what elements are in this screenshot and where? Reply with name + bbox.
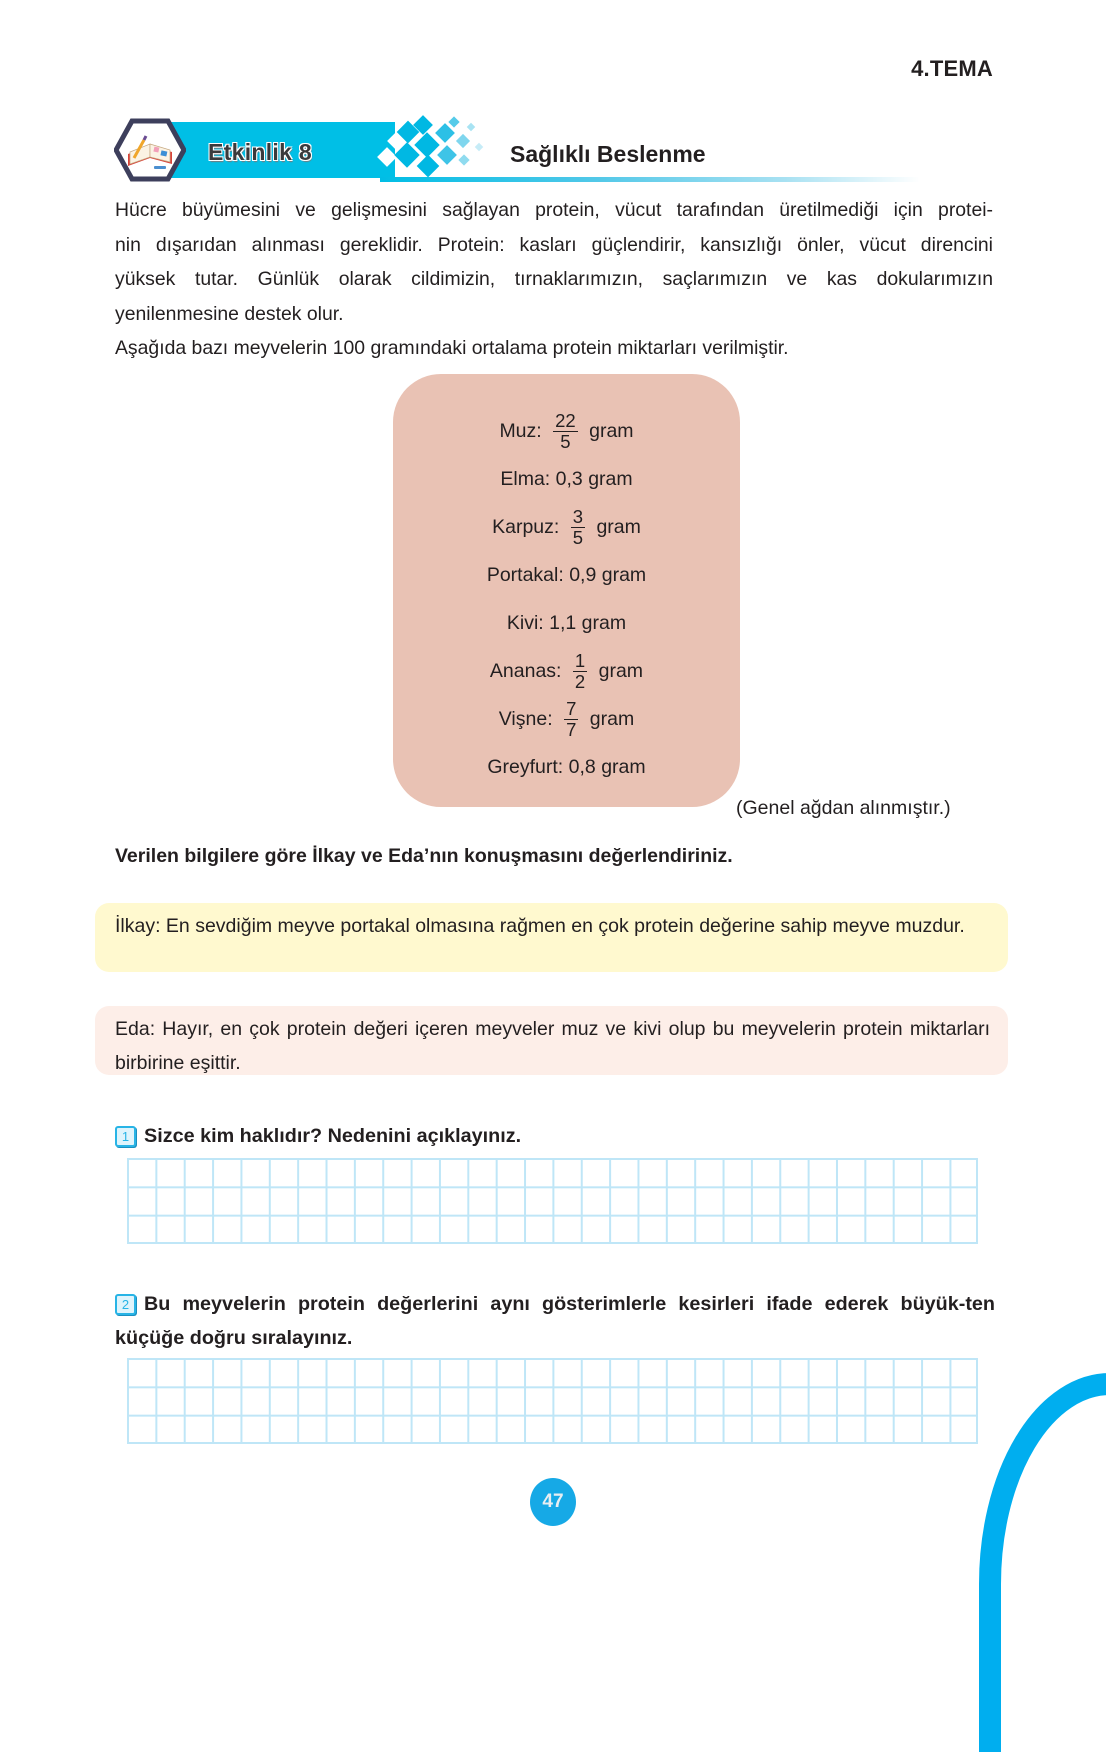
fruit-name: Karpuz: [492, 516, 560, 538]
question-number-badge: 1 [115, 1126, 136, 1147]
instruction-text: Verilen bilgilere göre İlkay ve Eda’nın konuşmasını değerlendiriniz. [115, 845, 733, 867]
corner-arc-decoration [978, 1372, 1106, 1752]
fruit-value: 0,3 [555, 468, 583, 490]
question-text: Bu meyvelerin protein değerlerini aynı gösterimlerle kesirleri ifade ederek büyük-ten küçüğe doğru sıralayınız. [115, 1293, 995, 1349]
fraction [571, 505, 585, 549]
open-book-icon [114, 118, 186, 182]
fruit-name: Greyfurt: [487, 756, 564, 778]
fruit-item-visne [393, 699, 740, 739]
intro-line: nin dışarıdan alınması gereklidir. Protein: kasları güçlendirir, kansızlığı önler, vücut direncini [115, 233, 993, 256]
numerator: 22 [555, 409, 576, 431]
fruit-item-portakal [393, 555, 740, 595]
fruit-name: Ananas: [489, 660, 562, 682]
fraction [573, 649, 587, 693]
fruit-item-ananas [393, 651, 740, 691]
fruit-protein-card [393, 374, 740, 807]
numerator: 3 [572, 505, 584, 527]
unit: gram [596, 516, 641, 538]
fruit-item-muz [393, 411, 740, 451]
fruit-name: Elma: [500, 468, 551, 490]
fraction [553, 409, 578, 453]
unit: gram [589, 420, 634, 442]
question-text: Sizce kim haklıdır? Nedenini açıklayınız. [144, 1125, 522, 1147]
fruit-name: Muz: [499, 420, 542, 442]
intro-lead: Aşağıda bazı meyvelerin 100 gramındaki ortalama protein miktarları verilmiştir. [115, 337, 789, 359]
theme-label: 4.TEMA [911, 56, 993, 81]
fruit-value: 1,1 [549, 612, 577, 634]
fruit-item-elma [393, 459, 740, 499]
denominator: 7 [566, 719, 577, 741]
numerator: 7 [566, 697, 577, 719]
unit: gram [601, 756, 646, 778]
unit: gram [598, 660, 644, 682]
fruit-name: Vişne: [498, 708, 553, 730]
eda-speech-box: Eda: Hayır, en çok protein değeri içeren meyveler muz ve kivi olup bu meyvelerin protein miktarları birbirine eşittir. [95, 1006, 1008, 1075]
fruit-name: Portakal: [486, 564, 564, 586]
intro-paragraph [115, 193, 993, 366]
fruit-value: 0,8 [568, 756, 596, 778]
unit: gram [581, 612, 627, 634]
answer-grid-2[interactable] [127, 1358, 978, 1444]
activity-label: Etkinlik 8 [208, 139, 312, 165]
question-1 [115, 1119, 521, 1153]
diamond-pattern-decoration [368, 114, 498, 180]
intro-line: Hücre büyümesini ve gelişmesini sağlayan protein, vücut tarafından üretilmediği için protei- [115, 199, 993, 221]
denominator: 5 [572, 527, 584, 549]
ilkay-speech-box: İlkay: En sevdiğim meyve portakal olmasına rağmen en çok protein değerine sahip meyve muzdur. [95, 903, 1008, 972]
page-number: 47 [530, 1478, 576, 1526]
denominator: 2 [574, 671, 586, 693]
numerator: 1 [574, 649, 586, 671]
fruit-item-karpuz [393, 507, 740, 547]
fruit-name: Kivi: [506, 612, 544, 634]
unit: gram [589, 708, 635, 730]
unit: gram [601, 564, 647, 586]
fruit-item-greyfurt [393, 747, 740, 787]
source-note: (Genel ağdan alınmıştır.) [736, 797, 951, 819]
fraction [564, 697, 578, 741]
intro-line: yüksek tutar. Günlük olarak cildimizin, tırnaklarımızın, saçlarımızın ve kas dokularımızın [115, 268, 993, 290]
unit: gram [588, 468, 633, 490]
question-number-badge: 2 [115, 1294, 136, 1315]
activity-title: Sağlıklı Beslenme [510, 141, 706, 167]
fruit-item-kivi [393, 603, 740, 643]
denominator: 5 [560, 431, 571, 453]
answer-grid-1[interactable] [127, 1158, 978, 1244]
question-2 [115, 1287, 995, 1355]
fruit-value: 0,9 [569, 564, 597, 586]
intro-line: yenilenmesine destek olur. [115, 302, 344, 325]
